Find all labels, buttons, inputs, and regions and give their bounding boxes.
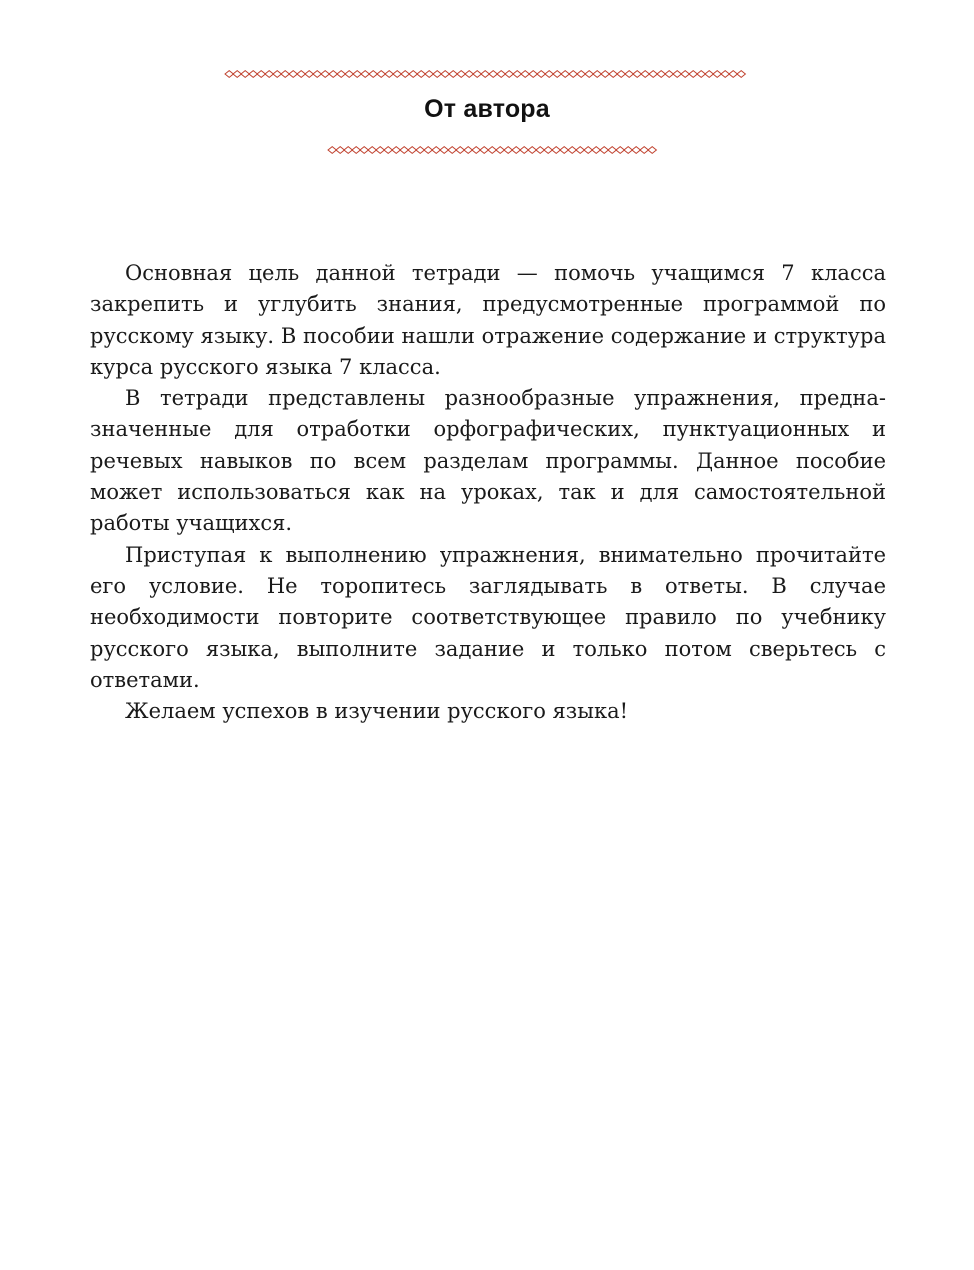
ornament-diamond — [681, 71, 689, 78]
ornament-diamond — [344, 147, 352, 154]
ornament-diamond — [617, 71, 625, 78]
ornament-diamond — [313, 71, 321, 78]
ornament-diamond — [585, 71, 593, 78]
ornament-diamond — [488, 147, 496, 154]
ornament-diamond — [361, 71, 369, 78]
ornament-diamond — [376, 147, 384, 154]
ornament-diamond — [464, 147, 472, 154]
ornament-diamond — [625, 71, 633, 78]
ornament-diamond — [321, 71, 329, 78]
ornament-diamond — [481, 71, 489, 78]
ornament-diamond — [281, 71, 289, 78]
ornament-diamond — [336, 147, 344, 154]
ornament-diamond — [537, 71, 545, 78]
ornament-diamond — [353, 71, 361, 78]
ornament-divider-bottom — [327, 144, 659, 156]
ornament-diamond — [472, 147, 480, 154]
ornament-divider-top — [224, 68, 750, 80]
ornament-diamond — [265, 71, 273, 78]
ornament-diamond — [520, 147, 528, 154]
ornament-diamond — [552, 147, 560, 154]
ornament-diamond — [273, 71, 281, 78]
ornament-diamond — [632, 147, 640, 154]
ornament-diamond — [369, 71, 377, 78]
ornament-diamond — [665, 71, 673, 78]
ornament-diamond — [689, 71, 697, 78]
ornament-diamond — [241, 71, 249, 78]
preface-text — [90, 258, 886, 727]
ornament-diamond — [432, 147, 440, 154]
ornament-diamond — [456, 147, 464, 154]
ornament-diamond — [512, 147, 520, 154]
ornament-diamond — [360, 147, 368, 154]
ornament-diamond — [616, 147, 624, 154]
ornament-diamond — [713, 71, 721, 78]
ornament-diamond — [560, 147, 568, 154]
ornament-diamond — [521, 71, 529, 78]
ornament-diamond — [465, 71, 473, 78]
ornament-diamond — [441, 71, 449, 78]
ornament-diamond — [328, 147, 336, 154]
ornament-diamond — [345, 71, 353, 78]
paragraph-2: В тетради представлены разнообразные упражнения, предназначенные для отработки орфографических, пунктуационных и речевых навыков по всем разделам программы. Данное пособие может использоваться как на уроках, так и для самостоятельной работы учащихся. — [90, 386, 886, 536]
ornament-diamond — [504, 147, 512, 154]
ornament-diamond — [640, 147, 648, 154]
ornament-diamond — [409, 71, 417, 78]
ornament-diamond — [416, 147, 424, 154]
ornament-diamond — [584, 147, 592, 154]
ornament-diamond — [401, 71, 409, 78]
ornament-diamond — [601, 71, 609, 78]
ornament-diamond — [457, 71, 465, 78]
ornament-diamond — [569, 71, 577, 78]
ornament-diamond — [561, 71, 569, 78]
ornament-diamond — [648, 147, 656, 154]
ornament-diamond — [393, 71, 401, 78]
ornament-diamond — [624, 147, 632, 154]
ornament-diamond — [657, 71, 665, 78]
ornament-diamond — [392, 147, 400, 154]
ornament-diamond — [697, 71, 705, 78]
ornament-diamond — [721, 71, 729, 78]
ornament-diamond — [600, 147, 608, 154]
ornament-diamond — [593, 71, 601, 78]
ornament-diamond — [368, 147, 376, 154]
ornament-diamond — [384, 147, 392, 154]
ornament-diamond — [257, 71, 265, 78]
ornament-diamond — [545, 71, 553, 78]
ornament-diamond — [673, 71, 681, 78]
ornament-diamond — [377, 71, 385, 78]
ornament-diamond — [513, 71, 521, 78]
ornament-diamond — [352, 147, 360, 154]
ornament-diamond — [473, 71, 481, 78]
ornament-diamond — [480, 147, 488, 154]
ornament-diamond — [576, 147, 584, 154]
ornament-diamond — [249, 71, 257, 78]
ornament-diamond — [705, 71, 713, 78]
ornament-diamond — [440, 147, 448, 154]
ornament-diamond — [633, 71, 641, 78]
ornament-diamond — [305, 71, 313, 78]
ornament-diamond — [553, 71, 561, 78]
ornament-diamond — [337, 71, 345, 78]
ornament-diamond — [608, 147, 616, 154]
ornament-diamond — [385, 71, 393, 78]
ornament-diamond — [400, 147, 408, 154]
ornament-diamond — [737, 71, 745, 78]
ornament-diamond — [568, 147, 576, 154]
ornament-diamond — [496, 147, 504, 154]
ornament-diamond — [408, 147, 416, 154]
paragraph-4: Желаем успехов в изучении русского языка! — [125, 699, 629, 724]
paragraph-1: Основная цель данной тетради — помочь учащимся 7 класса закрепить и углубить знания, предусмотренные программой по русскому языку. В пособии нашли отражение содержание и структура курса русского языка 7 класса. — [90, 261, 886, 379]
ornament-diamond — [297, 71, 305, 78]
ornament-diamond — [417, 71, 425, 78]
ornament-diamond — [536, 147, 544, 154]
ornament-diamond — [528, 147, 536, 154]
ornament-diamond — [609, 71, 617, 78]
ornament-diamond — [225, 71, 233, 78]
ornament-diamond — [448, 147, 456, 154]
ornament-diamond — [449, 71, 457, 78]
ornament-diamond — [233, 71, 241, 78]
ornament-diamond — [433, 71, 441, 78]
ornament-diamond — [577, 71, 585, 78]
ornament-diamond — [592, 147, 600, 154]
ornament-diamond — [649, 71, 657, 78]
ornament-diamond — [289, 71, 297, 78]
paragraph-3: Приступая к выполнению упражнения, внимательно прочитайте его условие. Не торопитесь заглядывать в ответы. В случае необходимости повторите соответствующее правило по учебнику русского языка, выполните задание и только потом сверьтесь с ответами. — [90, 542, 886, 692]
ornament-diamond — [497, 71, 505, 78]
ornament-diamond — [529, 71, 537, 78]
ornament-diamond — [424, 147, 432, 154]
ornament-diamond — [729, 71, 737, 78]
ornament-diamond — [425, 71, 433, 78]
ornament-diamond — [489, 71, 497, 78]
ornament-diamond — [544, 147, 552, 154]
ornament-diamond — [641, 71, 649, 78]
ornament-diamond — [329, 71, 337, 78]
ornament-diamond — [505, 71, 513, 78]
page-title: От автора — [424, 95, 550, 123]
